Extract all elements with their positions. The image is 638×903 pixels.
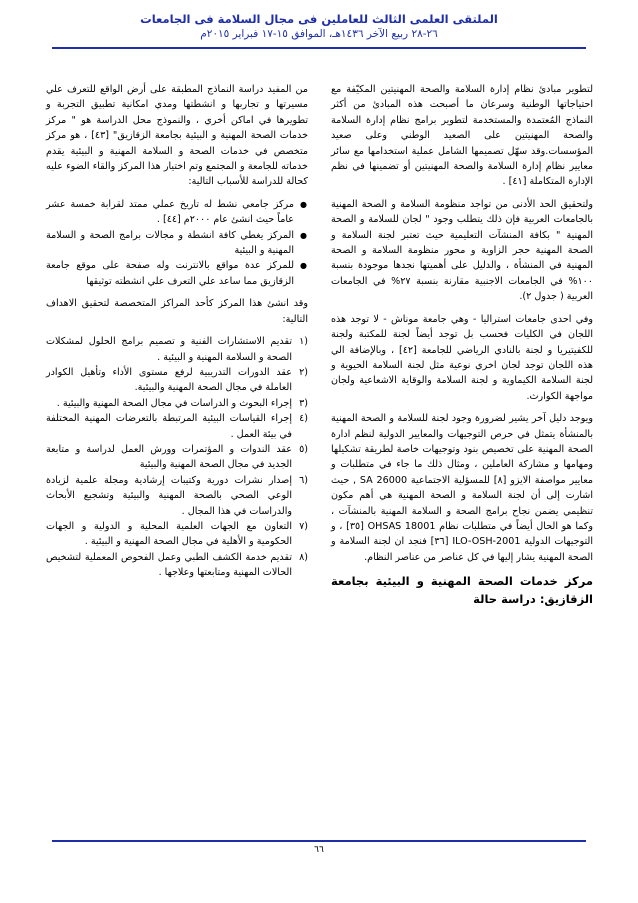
item-number: (٢ bbox=[299, 366, 308, 378]
item-text: إجراء البحوث و الدراسات في مجال الصحة المهنية والبيئية . bbox=[56, 397, 292, 409]
list-item bbox=[46, 442, 308, 473]
list-item bbox=[46, 411, 308, 442]
list-item bbox=[46, 334, 308, 365]
item-text: إجراء القياسات البيئية المرتبطة بالتعرضات المهنية المختلفة في بيئة العمل . bbox=[46, 413, 292, 440]
paragraph: وفي احدى جامعات استراليا - وهي جامعة موناش - لا توجد هذه اللجان في الكليات فحسب بل توجد أيضاً لجنة للمكتبة ولجنة للكفيتيريا و لجنة بالنادي الرياضي للجامعة [٤٢] ، وبالإضافة الي هذه اللجان توجد لجان اخري نوعية مثل لجنة السلامة الحيوية و لجنة السلامة الكيماوية و لجنة السلامة والوقاية الاشعاعية ولجان مواجهة الكوارث. bbox=[331, 313, 593, 402]
page-number: ٦٦ bbox=[314, 845, 324, 855]
item-number: (٣ bbox=[299, 397, 308, 409]
list-item bbox=[46, 365, 308, 396]
paragraph: من المفيد دراسة النماذج المطبقة على أرض الواقع للتعرف علي مسيرتها و تجاربها و انشطتها ومدي امكانية تطبيق التجربة و تطويرها في اماكن أخري ، والنموذج محل الدراسة هو " مركز خدمات الصحة المهنية و البيئية بجامعة الزقازيق" [٤٣] ، هو مركز متخصص في خدمات الصحة و السلامة المهنية و البيئية يقدم خدماته للجامعة و المجتمع وتم اختيار هذا المركز والقاء الضوء عليه كحالة للدراسة للأسباب التالية: bbox=[46, 84, 308, 188]
paragraph: وقد انشئ هذا المركز كأحد المراكز المتخصصة لتحقيق الاهداف التالية: bbox=[46, 298, 308, 325]
item-text: التعاون مع الجهات العلمية المحلية و الدولية و الجهات الحكومية و الأهلية في مجال الصحة المهنية و البيئية . bbox=[46, 520, 292, 548]
paragraph: لتطوير مبادئ نظام إدارة السلامة والصحة المهنيتين المكيّفة مع احتياجاتها الوطنية وسرعان ما أصبحت هذه المبادئ من أكثر النماذج المُعتمدة والمستخدمة لتطوير برامج نظام إدارة السلامة والصحة المهنيتين على الصعيد الوطني وعلى صعيد المؤسسات.وقد سهّل تصميمها الشامل عملية استخدامها مع سائر معايير نظام إدارة السلامة والصحة المهنيتين أو تضمينها في نظم الإدارة المتكاملة [٤١] . bbox=[331, 84, 593, 188]
right-column bbox=[331, 82, 593, 608]
item-text: تقديم خدمة الكشف الطبي وعمل الفحوص المعملية لتشخيص الحالات المهنية ومتابعتها وعلاجها . bbox=[46, 551, 292, 579]
paragraph: ويوجد دليل آخر يشير لضرورة وجود لجنة للسلامة و الصحة المهنية بالمنشأة يتمثل في حرص التوجيهات والمعايير الدولية لنظم ادارة الصحة المهنية على تخصيص بنود وتوجيهات خاصة لطريقة تشكيلها ومهامها و مشاركة العاملين ، ومثال ذلك ما جاء في متطلبات و معايير مواصفة الايزو [٨] للمسؤلية الاجتماعية SA 26000 , حيث اشارت إلى أن لجنة السلامة و الصحة المهنية هي أهم مكون تنظيمي يضمن نجاح برامج الصحة و السلامة المهنية بالمنشآت ، وكما هو الحال أيضاً في متطلبات نظام OHSAS 18001 [٣٥] ، و التوجيهات الدولية ILO-OSH-2001 [٣٦] فنجد ان لجنة السلامة و الصحة المهنية يشار إليها في كل عناصر من عناصر النظام. bbox=[331, 413, 594, 563]
list-item: ● للمركز عدة مواقع بالانترنت وله صفحة على موقع جامعة الزقازيق مما ساعد علي التعرف علي انشطته توثيقها bbox=[46, 258, 294, 289]
item-number: (١ bbox=[299, 336, 308, 348]
paragraph: ولتحقيق الحد الأدنى من تواجد منظومة السلامة و الصحة المهنية بالجامعات العربية فإن ذلك يتطلب وجود " لجان للسلامة و الصحة المهنية " بكافة المنشآت التعليمية حيث تعتبر لجنة السلامة و الصحة المهنية حجر الزاوية و محور منظومة السلامة و الصحة المهنية في المنشأة ، والدليل على أهميتها نجدها موجودة بنسبة ١٠٠% في الجامعات الاجنبية مقارنة بنسبة ٢٧% في الجامعات العربية ( جدول ٢). bbox=[331, 198, 593, 303]
item-text: إصدار نشرات دورية وكتيبات إرشادية ومجلة علمية لزيادة الوعي الصحي بالصحة المهنية والبيئية وتشجيع الأبحاث والدراسات في هذا المجال . bbox=[46, 474, 292, 517]
item-number: (٨ bbox=[299, 551, 308, 563]
section-heading: مركز خدمات الصحة المهنية و البيئية بجامعة الزقازيق: دراسة حالة bbox=[331, 574, 593, 607]
item-number: (٦ bbox=[299, 474, 308, 486]
item-text: عقد الدورات التدريبية لرفع مستوى الأداء وتأهيل الكوادر العاملة في مجال الصحة المهنية والبيئية. bbox=[46, 366, 292, 394]
list-item bbox=[46, 473, 308, 519]
list-item bbox=[46, 550, 308, 581]
left-column bbox=[46, 82, 308, 581]
item-number: (٥ bbox=[299, 443, 308, 455]
item-text: عقد الندوات و المؤتمرات وورش العمل لدراسة و متابعة الجديد في مجال الصحة المهنية والبيئية bbox=[46, 443, 292, 471]
list-item: ● مركز جامعي نشط له تاريخ عملي ممتد لقرابة خمسة عشر عاماً حيث انشئ عام ٢٠٠٠م [٤٤] . bbox=[46, 197, 294, 228]
conference-date: ٢٦-٢٨ ربيع الآخر ١٤٣٦هـ، الموافق ١٥-١٧ فبراير ٢٠١٥م bbox=[200, 28, 438, 40]
footer-divider bbox=[52, 840, 586, 842]
item-number: (٧ bbox=[299, 520, 308, 532]
item-text: تقديم الاستشارات الفنية و تصميم برامج الحلول لمشكلات الصحة و السلامة المهنية و البيئية . bbox=[46, 336, 292, 363]
list-item: ● المركز يغطي كافة انشطة و مجالات برامج الصحة و السلامة المهنية و البيئية bbox=[46, 228, 294, 259]
reasons-list bbox=[46, 197, 308, 289]
list-item bbox=[46, 396, 308, 411]
list-item bbox=[46, 519, 308, 550]
item-number: (٤ bbox=[299, 413, 308, 425]
page-header bbox=[40, 12, 598, 42]
conference-title: الملتقى العلمى الثالث للعاملين فى مجال السلامة فى الجامعات bbox=[140, 12, 498, 26]
header-divider bbox=[52, 47, 586, 49]
goals-list bbox=[46, 334, 308, 581]
